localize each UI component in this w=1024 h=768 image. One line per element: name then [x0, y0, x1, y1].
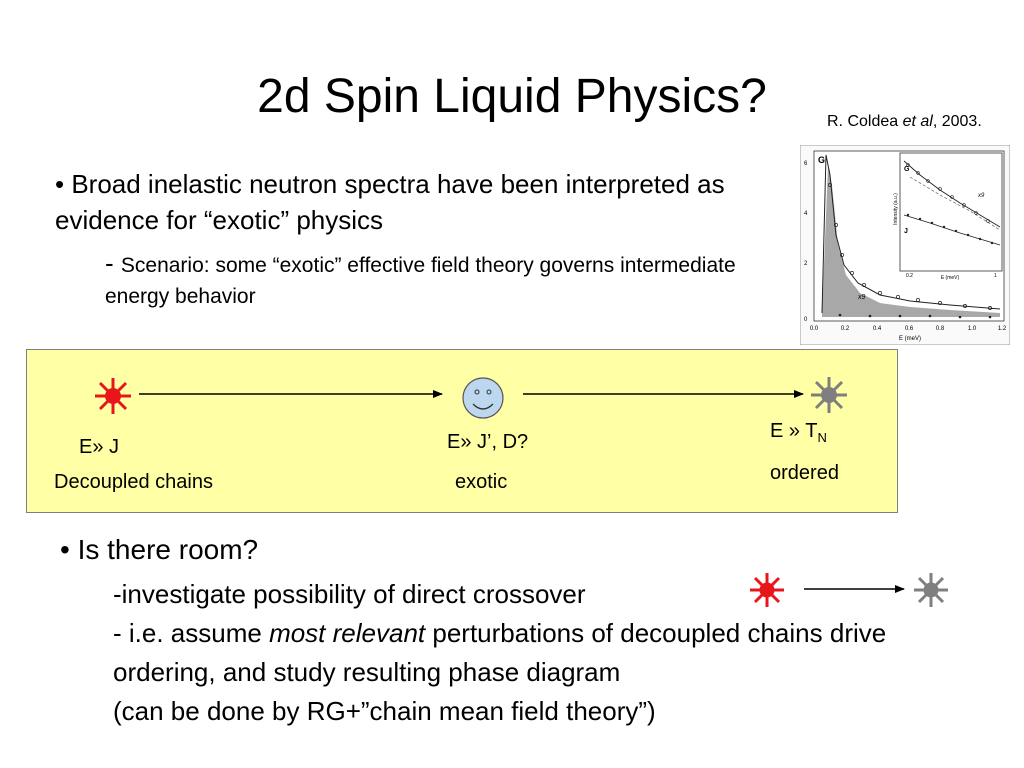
y-tick-6: 6 [804, 161, 808, 167]
citation-year: , 2003. [932, 113, 982, 130]
sub-bullets-crossover [113, 575, 993, 731]
line-assume-pre: - i.e. assume [113, 618, 270, 648]
label-exotic: exotic [455, 471, 508, 493]
inset-x-tick-1: 1 [994, 273, 997, 279]
sub-bullet-dash: - [105, 248, 121, 278]
citation [827, 113, 982, 131]
bullet-broad-spectra: • Broad inelastic neutron spectra have been interpreted as evidence for “exotic” physics [55, 169, 725, 235]
y-tick-4: 4 [804, 211, 808, 217]
citation-author: R. Coldea [827, 113, 903, 130]
inset-x-label: E (meV) [940, 275, 960, 281]
gray-sun-icon [811, 377, 847, 413]
inset-label-g: G [904, 166, 910, 173]
y-tick-2: 2 [804, 261, 808, 267]
sub-bullet-text: Scenario: some “exotic” effective field theory governs intermediate energy behavior [105, 254, 736, 308]
x-tick-4: 0.8 [935, 326, 945, 332]
bullet-is-there-room: • Is there room? [60, 534, 259, 565]
red-sun-icon [95, 378, 131, 414]
label-decoupled-chains: Decoupled chains [54, 471, 213, 493]
line-investigate: -investigate possibility of direct crossover [113, 579, 586, 609]
smiley-face-icon [463, 378, 503, 418]
label-high-energy: E» J [79, 436, 120, 458]
inset-x-tick-0: 0.2 [906, 273, 913, 279]
x9-label: x9 [858, 294, 866, 301]
inset-y-label: Intensity (a.u.) [893, 193, 899, 225]
citation-etal: et al [902, 113, 933, 130]
slide-title: 2d Spin Liquid Physics? [257, 70, 767, 123]
x-tick-1: 0.2 [840, 326, 850, 332]
line-assume-post: perturbations of decoupled chains drive ordering, and study resulting phase diagram [113, 618, 887, 687]
inset-label-j: J [904, 228, 908, 235]
neutron-spectra-figure [800, 145, 1010, 345]
line-assume [113, 614, 993, 692]
y-tick-0: 0 [804, 317, 808, 323]
x-tick-6: 1.2 [997, 326, 1007, 332]
inset-x9-label: x9 [978, 193, 985, 199]
crossover-diagram-box [26, 349, 898, 513]
panel-label-g: G [818, 155, 826, 165]
x-tick-3: 0.6 [904, 326, 914, 332]
x-tick-0: 0.0 [809, 326, 819, 332]
label-low-energy-prefix: E » T [770, 420, 818, 442]
sub-bullet-scenario [105, 248, 745, 312]
label-intermediate-energy: E» J’, D? [447, 431, 529, 453]
label-low-energy-subscript: N [817, 430, 827, 445]
line-rg-method: (can be done by RG+”chain mean field theory”) [113, 696, 656, 726]
label-low-energy [770, 420, 827, 445]
x-tick-5: 1.0 [967, 326, 977, 332]
label-ordered: ordered [770, 462, 839, 484]
x-axis-label: E (meV) [898, 336, 922, 342]
x-tick-2: 0.4 [872, 326, 882, 332]
line-assume-em: most relevant [269, 618, 426, 648]
